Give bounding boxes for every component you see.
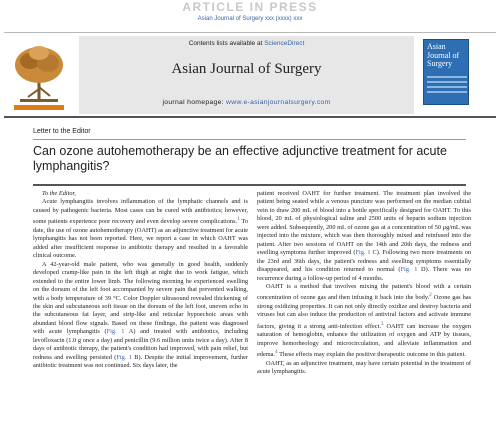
journal-masthead <box>4 32 496 118</box>
body-column-left <box>33 190 248 371</box>
text-run: These effects may explain the positive therapeutic outcome in this patient. <box>277 351 466 359</box>
paragraph <box>33 198 248 260</box>
journal-homepage-line <box>79 99 414 106</box>
salutation: To the Editor, <box>42 190 76 197</box>
figure-link[interactable]: Fig. 1 <box>116 353 132 361</box>
contents-prefix: Contents lists available at <box>188 40 265 47</box>
paragraph <box>257 190 471 283</box>
divider-thick <box>33 184 466 186</box>
journal-title-block <box>79 36 414 114</box>
figure-link[interactable]: Fig. 1 <box>355 249 371 257</box>
paragraph <box>257 360 471 377</box>
reference-link[interactable]: 2 <box>429 292 432 299</box>
text-run: OAHT is a method that involves mixing the patient's blood with a certain concentration of ozone gas and then infusing it back into the body. <box>257 282 471 302</box>
text-run: A) and treated with antibiotics, including levofloxacin (1.0 g once a day) and penicillin (9.6 million units twice a day). After 8 days of antibiotic therapy, the patient's condition had improved, with pain relief, but redness and swelling persisted ( <box>33 328 248 361</box>
article-type: Letter to the Editor <box>33 128 91 135</box>
reference-link[interactable]: 3 <box>380 320 384 327</box>
homepage-link[interactable]: www.e-asianjournalsurgery.com <box>226 99 331 106</box>
text-run: patient received OAHT for further treatment. The treatment plan involved the patient being seated while a venous puncture was performed on the median cubital vein to draw 200 mL of blood into a bottle specifically designed for OAHT. To this blood, 20 mL of physiological saline and 2500 units of heparin sodium injection were added. Subsequently, 200 mL of ozone gas at a concentration of 50 μg/mL was injected into the mixture, which was then thoroughly mixed and reinfused into the patient. After two sessions of OAHT on the 14th and 20th days, the redness and swelling symptoms further improved ( <box>257 190 471 257</box>
text-run: OAHT, as an adjunctive treatment, may have certain potential in the treatment of acute lymphangitis. <box>257 359 471 376</box>
body-column-right <box>257 190 471 377</box>
journal-name: Asian Journal of Surgery <box>171 61 322 77</box>
text-run: C). Following two more treatments on the 23rd and 36th days, the patient's redness and swelling symptoms essentially disappeared, and his condition returned to normal ( <box>257 249 471 274</box>
journal-citation[interactable]: Asian Journal of Surgery xxx (xxxx) xxx <box>197 16 303 22</box>
text-run: OAHT can increase the oxygen saturation of hemoglobin, enhance the utilization of oxygen and ATP by tissues, improve hemorheology and microcirculation, and alleviate inflammation and edema. <box>257 322 471 359</box>
figure-link[interactable]: Fig. 1 <box>106 328 125 336</box>
article-in-press-banner <box>0 0 500 14</box>
homepage-prefix: journal homepage: <box>162 99 227 106</box>
divider <box>33 139 466 140</box>
text-run: To date, the use of ozone autohemotherapy (OAHT) as an adjunctive treatment for acute lymphangitis has not been reported. Here, we report a case in which OAHT was added after insufficient response to antibiotic therapy and resulted in a favorable clinical outcome. <box>33 218 248 260</box>
paragraph <box>257 283 471 360</box>
paragraph <box>33 261 248 371</box>
journal-cover-thumbnail[interactable] <box>423 39 469 105</box>
cover-decoration <box>427 76 467 96</box>
sciencedirect-link[interactable]: ScienceDirect <box>264 40 305 47</box>
cover-title: Asian Journal of Surgery <box>427 42 460 68</box>
figure-link[interactable]: Fig. 1 <box>400 266 418 274</box>
contents-available-line <box>79 40 414 47</box>
reference-link[interactable]: 1 <box>237 216 240 223</box>
article-title: Can ozone autohemotherapy be an effective adjunctive treatment for acute lymphangitis? <box>33 144 447 173</box>
reference-link[interactable]: 4 <box>275 349 278 356</box>
text-run: D). There was no recurrence during a follow-up period of 4 months. <box>257 266 472 282</box>
banner-text: ARTICLE IN PRESS <box>182 0 318 14</box>
text-run: Ozone gas has strong oxidizing properties. It can not only directly oxidize and destroy bacteria and viruses but can also induce the production of antiviral factors and activate immune factors, giving it a strong anti-infection effect. <box>257 294 472 330</box>
text-run: A 42-year-old male patient, who was generally in good health, suddenly developed cramp-like pain in the left thigh at night due to work fatigue, which extended to the entire lower limb. The following morning he experienced swelling on the dorsum of the left foot accompanied by severe pain that prevented walking, with a body temperature of 39 °C. Color Doppler ultrasound revealed thickening of the skin and subcutaneous soft tissue on the dorsum of the left foot, uneven echo in the subcutaneous fat layer, and strip-like and reticular hypoechoic areas with abundant blood flow signals. Based on these findings, the patient was diagnosed with acute lymphangitis ( <box>33 260 248 336</box>
elsevier-logo-icon[interactable] <box>6 39 72 113</box>
text-run: B). Despite the initial improvement, further antibiotic treatment was not continued. Six days later, the <box>33 353 248 370</box>
text-run: Acute lymphangitis involves inflammation of the lymphatic channels and is caused by pathogenic bacteria. Most cases can be cured with antibiotics; however, some patients experience poor recovery and even develop severe complications. <box>33 198 248 226</box>
